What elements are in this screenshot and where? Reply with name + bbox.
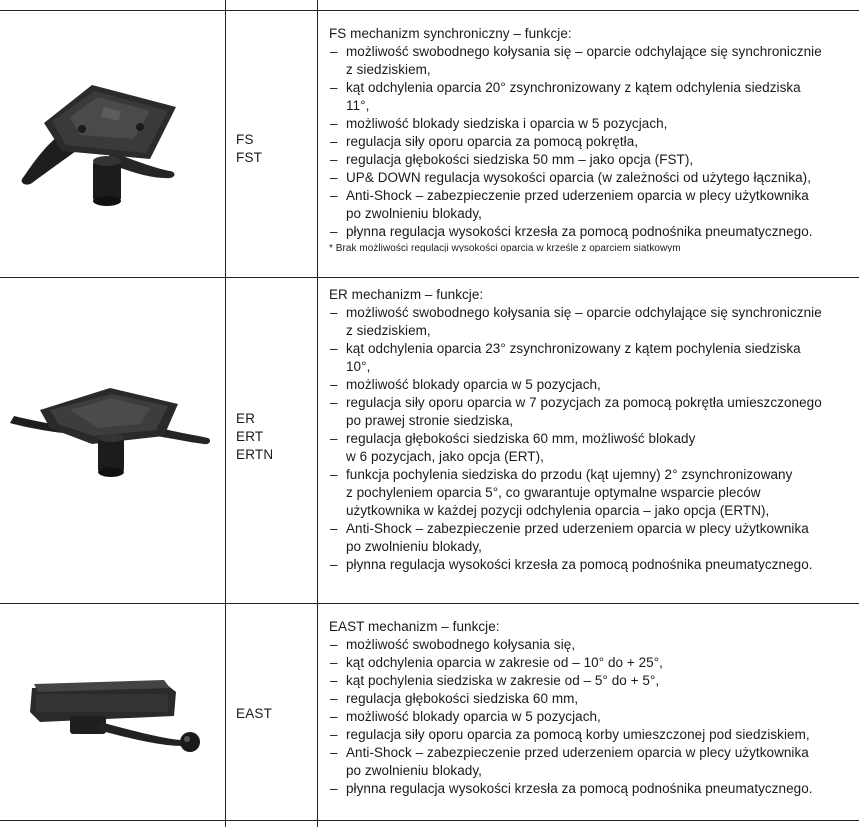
feature-text: kąt odchylenia oparcia 20° zsynchronizowany z kątem odchylenia siedziska 11°, [346,80,801,113]
bullet-dash: – [330,116,338,131]
bullet-dash: – [330,521,338,536]
feature-item [329,654,857,672]
bullet-dash: – [330,134,338,149]
bullet-dash: – [330,781,338,796]
feature-item [329,780,857,798]
feature-item [329,187,857,223]
feature-text: regulacja siły oporu oparcia za pomocą pokrętła, [346,134,639,149]
bullet-dash: – [330,745,338,760]
feature-text: możliwość swobodnego kołysania się, [346,637,576,652]
feature-item [329,133,857,151]
feature-text: płynna regulacja wysokości krzesła za pomocą podnośnika pneumatycznego. [346,224,813,239]
feature-text: możliwość swobodnego kołysania się – oparcie odchylające się synchronicznie z siedziskiem, [346,305,822,338]
description-cell [329,25,857,252]
feature-item [329,636,857,654]
mechanism-image-cell [0,278,225,603]
feature-text: regulacja głębokości siedziska 60 mm, [346,691,579,706]
feature-item [329,430,857,466]
bullet-dash: – [330,557,338,572]
bullet-dash: – [330,655,338,670]
feature-item [329,708,857,726]
feature-item [329,223,857,241]
bullet-dash: – [330,637,338,652]
feature-item [329,394,857,430]
feature-text: funkcja pochylenia siedziska do przodu (kąt ujemny) 2° zsynchronizowany z pochyleniem oparcia 5°, co gwarantuje optymalne wsparcie pleców użytkownika w każdej pozycji odchylenia oparcia – jako opcja (ERTN), [346,467,793,518]
feature-text: UP& DOWN regulacja wysokości oparcia (w zależności od użytego łącznika), [346,170,812,185]
bullet-dash: – [330,467,338,482]
feature-item [329,340,857,376]
feature-item [329,726,857,744]
model-code: FST [236,150,263,165]
fs-mechanism-image [0,11,225,277]
er-mechanism-image [0,278,225,603]
feature-item [329,115,857,133]
bullet-dash: – [330,727,338,742]
feature-text: płynna regulacja wysokości krzesła za pomocą podnośnika pneumatycznego. [346,781,813,796]
feature-text: możliwość blokady oparcia w 5 pozycjach, [346,709,601,724]
feature-text: możliwość blokady oparcia w 5 pozycjach, [346,377,601,392]
model-code: ER [236,411,256,426]
model-code: ERTN [236,447,274,462]
footnote: * Brak możliwości regulacji wysokości oparcia w krześle z oparciem siatkowym [329,243,681,252]
bullet-dash: – [330,431,338,446]
east-mechanism-image [0,604,225,820]
model-code: ERT [236,429,264,444]
bullet-dash: – [330,341,338,356]
feature-text: regulacja siły oporu oparcia w 7 pozycjach za pomocą pokrętła umieszczonego po prawej stronie siedziska, [346,395,822,428]
bullet-dash: – [330,377,338,392]
row-divider [0,820,859,821]
feature-item [329,672,857,690]
feature-text: Anti-Shock – zabezpieczenie przed uderzeniem oparcia w plecy użytkownika po zwolnieniu blokady, [346,745,809,778]
bullet-dash: – [330,80,338,95]
feature-text: możliwość blokady siedziska i oparcia w 5 pozycjach, [346,116,668,131]
bullet-dash: – [330,395,338,410]
feature-item [329,744,857,780]
bullet-dash: – [330,188,338,203]
feature-text: regulacja siły oporu oparcia za pomocą korby umieszczonej pod siedziskiem, [346,727,810,742]
bullet-dash: – [330,224,338,239]
feature-item [329,690,857,708]
bullet-dash: – [330,170,338,185]
description-cell [329,286,857,574]
mechanism-image-cell [0,11,225,277]
feature-item [329,304,857,340]
model-code: EAST [236,706,273,721]
table-row-fs [0,11,859,277]
feature-item [329,556,857,574]
mechanism-image-cell [0,604,225,820]
bullet-dash: – [330,152,338,167]
table-row-east [0,604,859,820]
feature-text: możliwość swobodnego kołysania się – oparcie odchylające się synchronicznie z siedziskiem, [346,44,822,77]
description-cell [329,618,857,798]
feature-item [329,43,857,79]
bullet-dash: – [330,709,338,724]
description-title: EAST mechanizm – funkcje: [329,619,500,634]
bullet-dash: – [330,305,338,320]
model-codes [236,131,316,167]
feature-text: Anti-Shock – zabezpieczenie przed uderzeniem oparcia w plecy użytkownika po zwolnieniu blokady, [346,188,809,221]
bullet-dash: – [330,691,338,706]
feature-item [329,169,857,187]
bullet-dash: – [330,44,338,59]
feature-item [329,520,857,556]
model-code: FS [236,132,254,147]
description-title: ER mechanizm – funkcje: [329,287,484,302]
feature-text: kąt odchylenia oparcia 23° zsynchronizowany z kątem pochylenia siedziska 10°, [346,341,801,374]
model-codes [236,410,316,464]
bullet-dash: – [330,673,338,688]
feature-item [329,376,857,394]
table-row-er [0,278,859,603]
feature-item [329,79,857,115]
feature-text: regulacja głębokości siedziska 60 mm, możliwość blokady w 6 pozycjach, jako opcja (ERT), [346,431,696,464]
description-title: FS mechanizm synchroniczny – funkcje: [329,26,572,41]
feature-text: Anti-Shock – zabezpieczenie przed uderzeniem oparcia w plecy użytkownika po zwolnieniu blokady, [346,521,809,554]
feature-text: kąt odchylenia oparcia w zakresie od – 10° do + 25°, [346,655,663,670]
feature-item [329,151,857,169]
feature-item [329,466,857,520]
feature-text: kąt pochylenia siedziska w zakresie od – 5° do + 5°, [346,673,660,688]
feature-text: płynna regulacja wysokości krzesła za pomocą podnośnika pneumatycznego. [346,557,813,572]
model-codes [236,705,316,723]
feature-text: regulacja głębokości siedziska 50 mm – jako opcja (FST), [346,152,694,167]
